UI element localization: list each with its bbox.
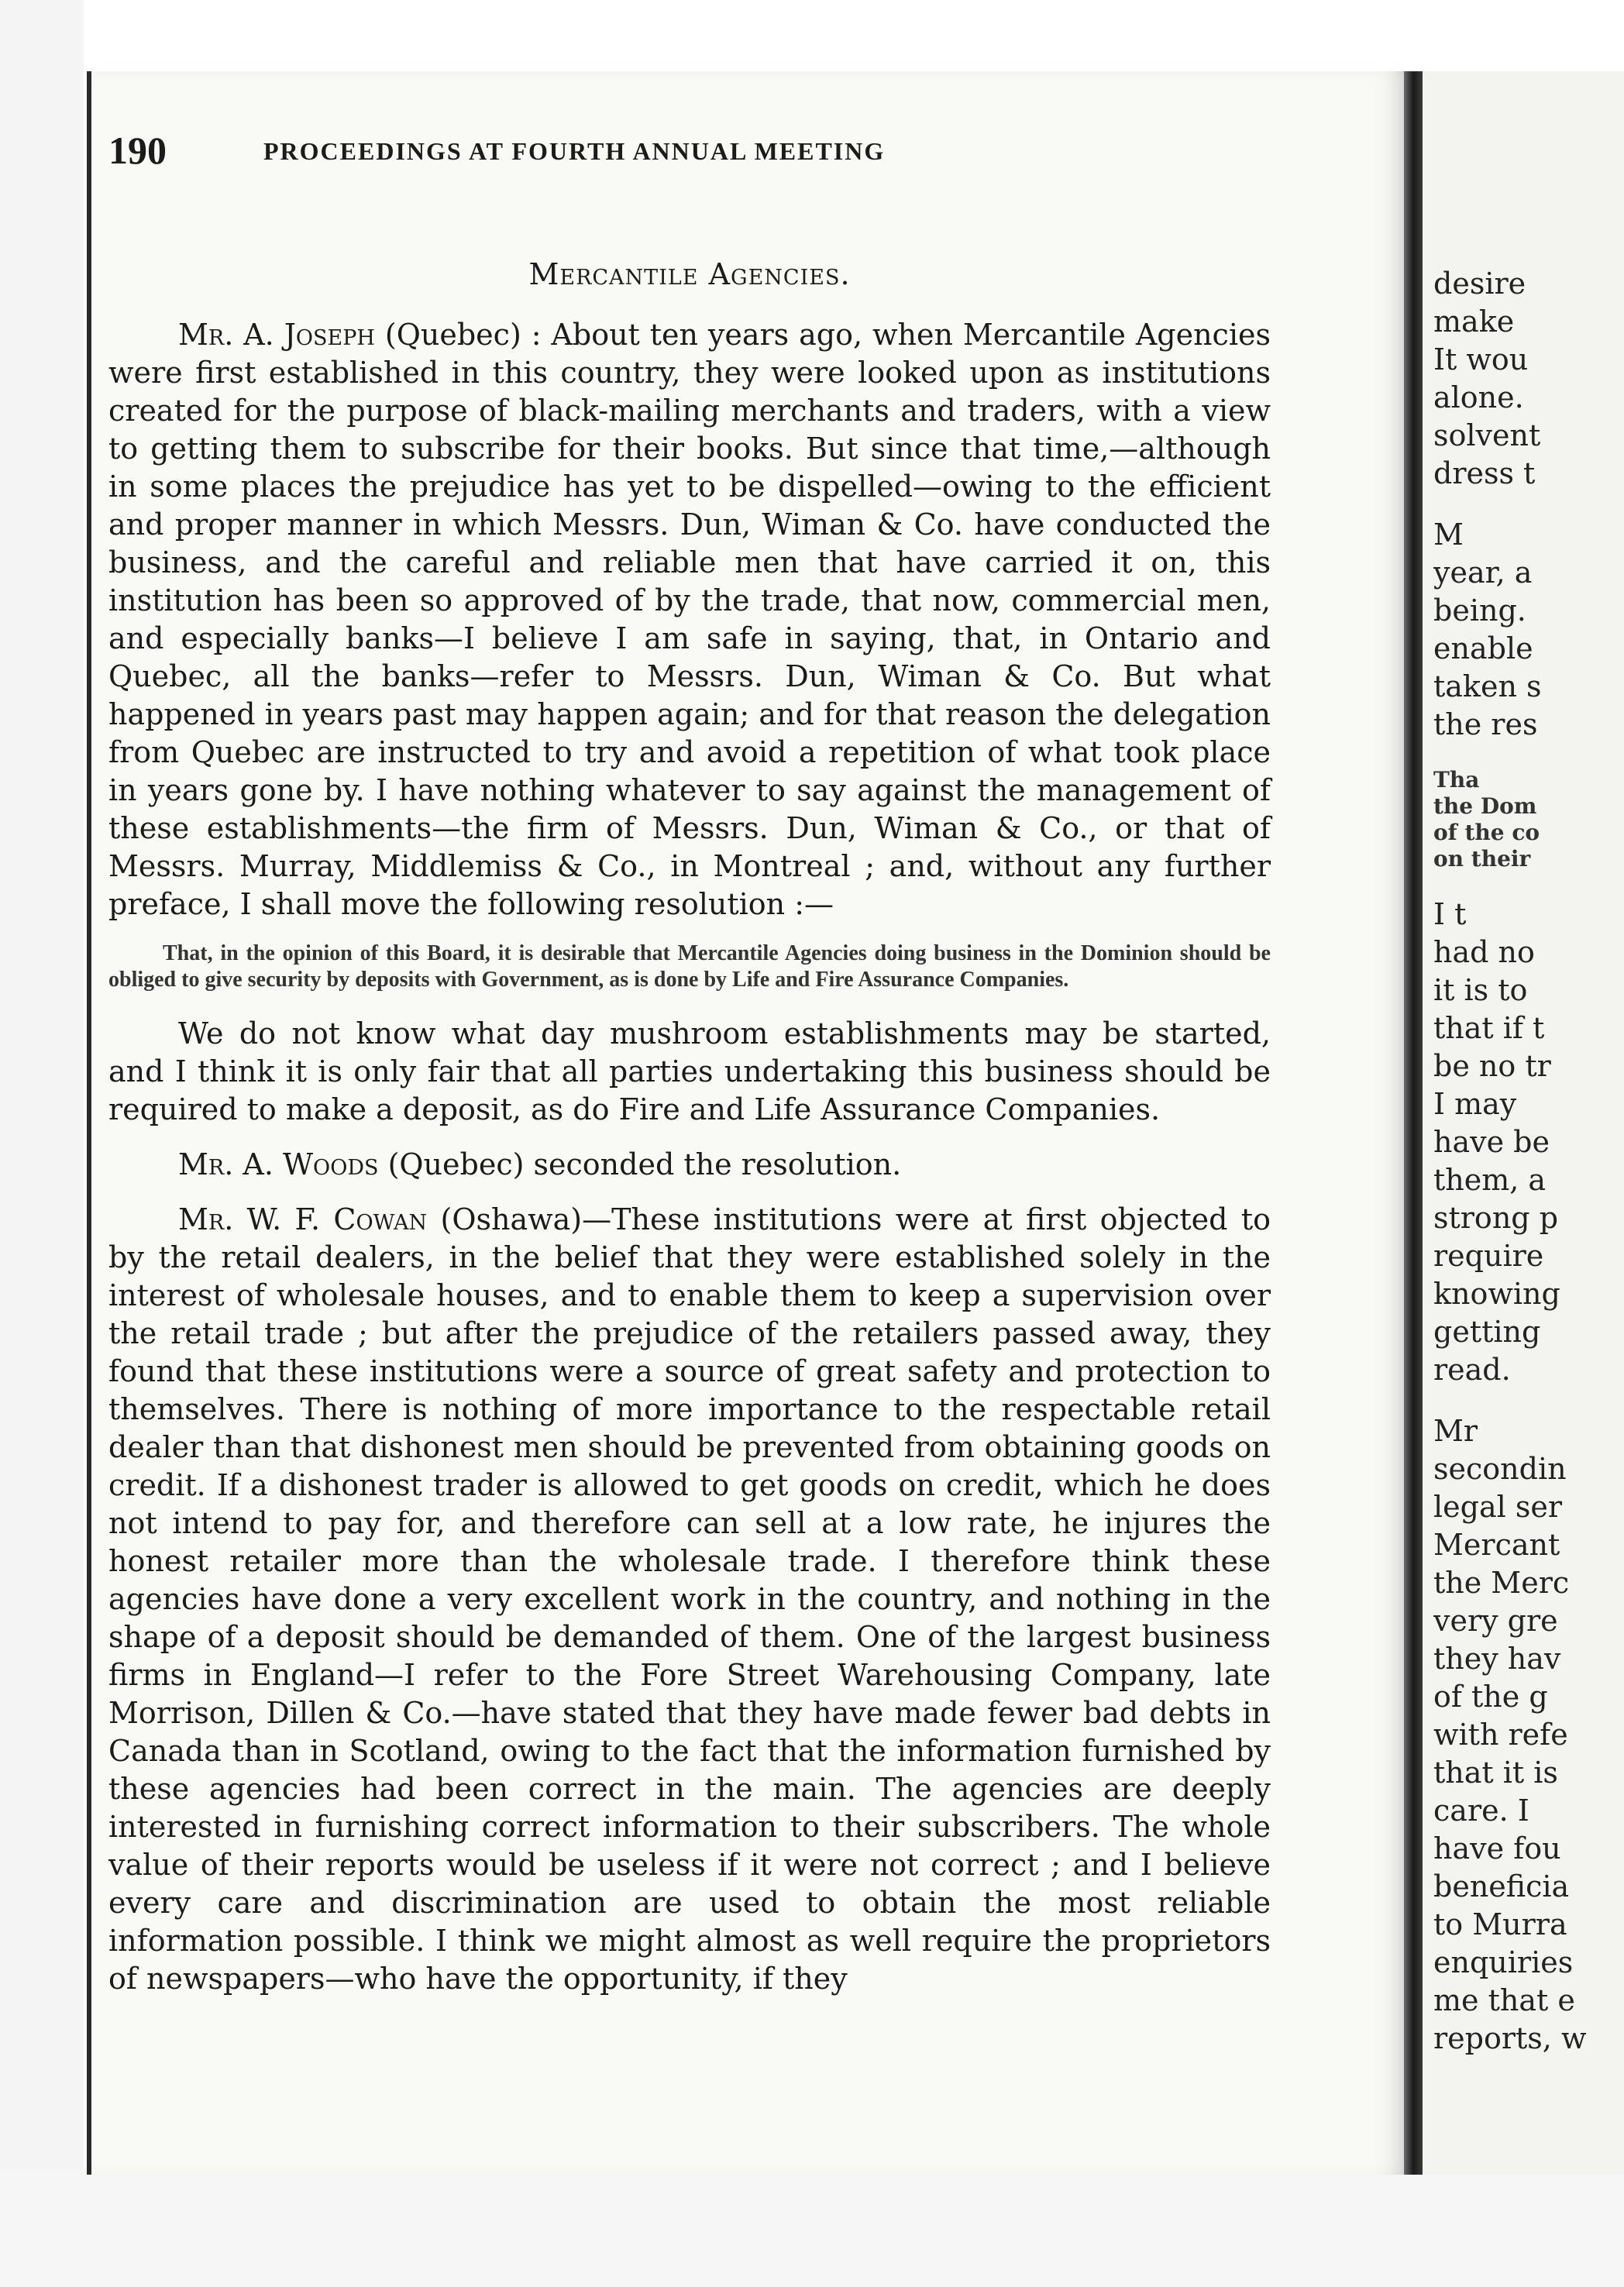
facing-page-line: It wou [1433, 342, 1529, 377]
facing-page-line: the Dom [1433, 793, 1537, 819]
facing-page-line: M [1433, 518, 1464, 552]
speaker-name: Mr. A. Woods [178, 1147, 379, 1181]
speaker-name: Mr. W. F. Cowan [178, 1202, 428, 1236]
facing-page-line: care. I [1433, 1793, 1529, 1828]
facing-page-line: Tha [1433, 767, 1480, 793]
facing-page-line: Mercant [1433, 1528, 1560, 1562]
facing-page-line: knowing [1433, 1277, 1560, 1311]
paragraph-text: (Oshawa)—These institutions were at first objected to by the retail dealers, in the belief that they were established solely in the interest of wholesale houses, and to enable them to keep a supervision over the retail trade ; but after the prejudice of the retailers passed away, they found that these institutions were a source of great safety and protection to themselves. There is nothing of more importance to the respectable retail dealer than that dishonest men should be prevented from obtaining goods on credit. If a dishonest trader is allowed to get goods on credit, which he does not intend to pay for, and therefore can sell at a low rate, he injures the honest retailer more than the wholesale trade. I therefore think these agencies have done a very excellent work in the country, and nothing in the shape of a deposit should be demanded of them. One of the largest business firms in England—I refer to the Fore Street Warehousing Company, late Morrison, Dillen & Co.—have stated that they have made fewer bad debts in Canada than in Scotland, owing to the fact that the information furnished by these agencies had been correct in the main. The agencies are deeply interested in furnishing correct information to their subscribers. The whole value of their reports would be useless if it were not correct ; and I believe every care and discrimination are used to obtain the most reliable information possible. I think we might almost as well require the proprietors of newspapers—who have the opportunity, if they [108, 1202, 1271, 1996]
facing-page-line: dress t [1433, 456, 1536, 490]
running-head: PROCEEDINGS AT FOURTH ANNUAL MEETING [263, 137, 886, 165]
book-gutter [1404, 71, 1423, 2175]
facing-page-line: enquiries [1433, 1945, 1574, 1979]
facing-page-line: with refe [1433, 1718, 1568, 1752]
facing-page-line: very gre [1433, 1604, 1558, 1638]
paragraph-text: (Quebec) seconded the resolution. [378, 1147, 902, 1181]
facing-page-line: secondin [1433, 1452, 1567, 1486]
facing-page-line: strong p [1433, 1201, 1559, 1235]
facing-page-line [1433, 744, 1624, 767]
facing-page-line: getting [1433, 1315, 1541, 1349]
facing-page-line: year, a [1433, 555, 1533, 590]
film-border-left [0, 0, 84, 2287]
facing-page-line: it is to [1433, 973, 1528, 1007]
page-number: 190 [108, 129, 167, 172]
facing-page-line [1433, 872, 1624, 896]
facing-page-line [1433, 1389, 1624, 1412]
facing-page-line [1433, 493, 1624, 516]
facing-page-line: to Murra [1433, 1907, 1567, 1941]
facing-page-line: solvent [1433, 418, 1541, 452]
facing-page-line: Mr [1433, 1414, 1478, 1448]
facing-page-line: on their [1433, 846, 1531, 872]
facing-page-line: the Merc [1433, 1566, 1570, 1600]
facing-page-line: beneficia [1433, 1869, 1570, 1904]
facing-page-line: desire [1433, 267, 1526, 301]
section-title: Mercantile Agencies. [528, 257, 851, 291]
facing-page-line: require [1433, 1239, 1544, 1273]
facing-page-line: of the co [1433, 820, 1540, 845]
facing-page [1423, 71, 1624, 2175]
facing-page-line: taken s [1433, 669, 1542, 703]
paragraph [108, 316, 1271, 923]
facing-page-line: them, a [1433, 1163, 1547, 1197]
facing-page-line: be no tr [1433, 1049, 1551, 1083]
facing-page-line: reports, w [1433, 2021, 1587, 2055]
facing-page-text [1433, 265, 1624, 2058]
film-border-top [0, 0, 1624, 71]
facing-page-line: me that e [1433, 1983, 1575, 2017]
facing-page-line: have fou [1433, 1831, 1561, 1866]
facing-page-line: the res [1433, 707, 1538, 741]
paragraph-text: (Quebec) : About ten years ago, when Mercantile Agencies were first established in this country, they were looked upon as institutions created for the purpose of black-mailing merchants and traders, with a view to getting them to subscribe for their books. But since that time,—although in some places the prejudice has yet to be dispelled—owing to the efficient and proper manner in which Messrs. Dun, Wiman & Co. have conducted the business, and the careful and reliable men that have carried it on, this institution has been so approved of by the trade, that now, commercial men, and especially banks—I believe I am safe in saying, that, in Ontario and Quebec, all the banks—refer to Messrs. Dun, Wiman & Co. But what happened in years past may happen again; and for that reason the delegation from Quebec are instructed to try and avoid a repetition of what took place in years gone by. I have nothing whatever to say against the management of these establishments—the firm of Messrs. Dun, Wiman & Co., or that of Messrs. Murray, Middlemiss & Co., in Montreal ; and, without any further preface, I shall move the following resolution :— [108, 318, 1271, 921]
facing-page-line: have be [1433, 1125, 1550, 1159]
facing-page-line: of the g [1433, 1680, 1548, 1714]
facing-page-line: they hav [1433, 1642, 1561, 1676]
paragraph-text: We do not know what day mushroom establishments may be started, and I think it is only fair that all parties undertaking this business should be required to make a deposit, as do Fire and Life Assurance Companies. [108, 1016, 1271, 1126]
facing-page-line: enable [1433, 631, 1533, 665]
facing-page-line: I t [1433, 897, 1467, 931]
paragraph [108, 1146, 1271, 1184]
facing-page-line: being. [1433, 593, 1526, 628]
facing-page-line: make [1433, 304, 1515, 339]
film-border-bottom [0, 2169, 1624, 2287]
facing-page-line: I may [1433, 1087, 1517, 1121]
facing-page-line: read. [1433, 1353, 1511, 1387]
resolution-text: That, in the opinion of this Board, it is desirable that Mercantile Agencies doing business in the Dominion should be obliged to give security by deposits with Government, as is done by Life and Fire Assurance Companies. [108, 941, 1271, 992]
paragraph [108, 1201, 1271, 1998]
facing-page-line: alone. [1433, 380, 1524, 414]
paragraph [108, 1015, 1271, 1129]
facing-page-line: legal ser [1433, 1490, 1563, 1524]
facing-page-line: that if t [1433, 1011, 1545, 1045]
facing-page-line: that it is [1433, 1756, 1558, 1790]
speaker-name: Mr. A. Joseph [178, 318, 375, 352]
body-text [108, 316, 1271, 2015]
facing-page-line: had no [1433, 935, 1535, 969]
